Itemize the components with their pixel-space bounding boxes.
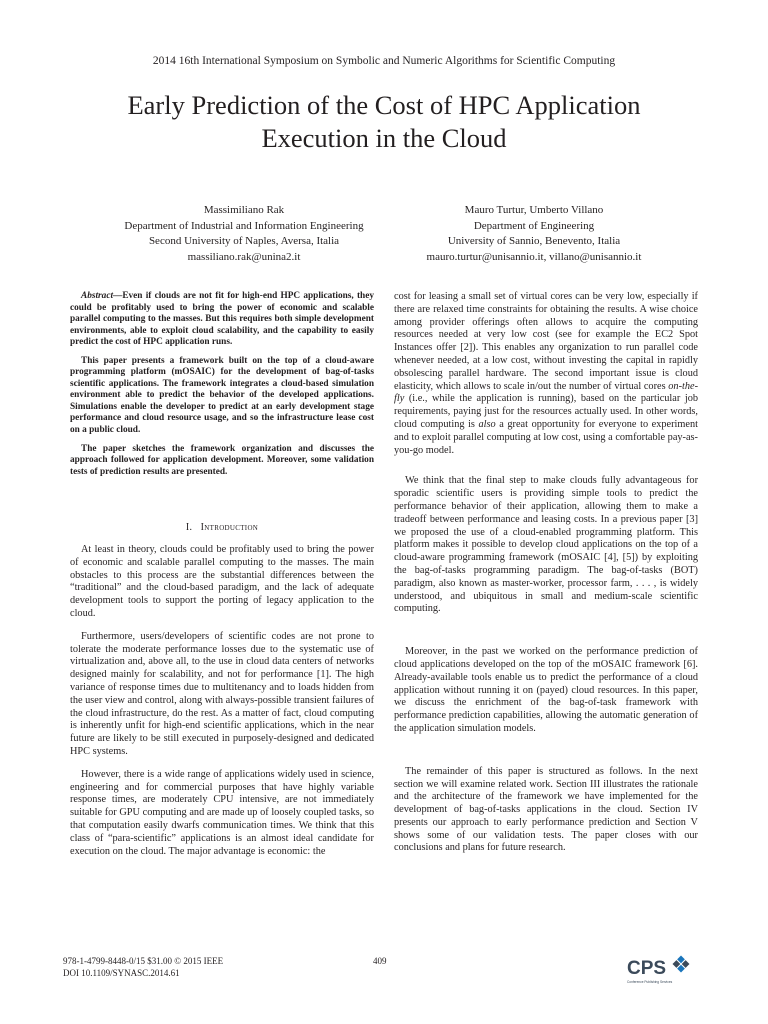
body-paragraph: Moreover, in the past we worked on the performance prediction of cloud applications developed on the top of the mOSAIC framework [6]. Already-available tools enable us to predict the performance of a cloud application without running it on (payed) cloud resources. In this paper, we discuss the enrichment of the bag-of-task framework with performance prediction capabilities, allowing the automatic generation of the application simulation models. [394, 646, 698, 734]
emphasis-text: also [478, 418, 496, 430]
body-paragraph: Furthermore, users/developers of scientific codes are not prone to tolerate the moderate performance losses due to the systematic use of virtualization and, above all, to the use in cloud data centers of networks designed mainly for scalability, and not for performance [1]. The high variance of response times due to multitenancy and to loads hidden from the user view and control, along with always-possible transient failures of the cloud infrastructure, do the rest. As a matter of fact, cloud computing is inherently unfit for high-end scientific applications, which in the near future are likely to be still executed in purposely-designed and dedicated HPC systems. [70, 630, 374, 757]
author-department: Department of Industrial and Information Engineering [124, 219, 364, 232]
author-university: University of Sannio, Benevento, Italia [447, 235, 621, 248]
footer-doi: DOI 10.1109/SYNASC.2014.61 [63, 968, 180, 978]
body-paragraph: However, there is a wide range of applications widely used in science, engineering and for commercial purposes that have highly variable response times, are moderately CPU intensive, are not immediately suitable for GPU computing and are made up of loosely coupled tasks, so that computation easily dwarfs communication times. We think that this class of “para-scientific” applications is an almost ideal candidate for execution on the cloud. The major advantage is economic: the [70, 768, 374, 857]
author-email: massiliano.rak@unina2.it [187, 250, 301, 263]
section-heading-introduction [70, 522, 374, 535]
section-number: I. [185, 522, 193, 534]
body-paragraph: The remainder of this paper is structured as follows. In the next section we will examine related work. Section III illustrates the rationale and the architecture of the framework we have implemented for the development of bag-of-tasks applications in the cloud. Section IV presents our approach to early performance prediction and Section V shows some of our validation tests. The paper closes with our conclusions and plans for future research. [394, 765, 698, 854]
right-column [394, 291, 698, 855]
text-run: a great opportunity for everyone to experiment and to exploit parallel computing at low cost, using a comfortable pay-as-you-go model. [394, 418, 698, 456]
author-university: Second University of Naples, Aversa, Italia [148, 235, 340, 248]
logo-diamond [673, 956, 690, 973]
section-title: Introduction [200, 522, 259, 534]
author-department: Department of Engineering [473, 219, 595, 232]
intro-body-right [394, 291, 698, 855]
abstract-paragraph-2: This paper presents a framework built on the top of a cloud-aware programming platform (mOSAIC) for the development of bag-of-tasks scientific applications. The framework integrates a cloud-based simulation environment able to predict the behavior of the developed applications. Simulations enable the developer to predict at an early development stage performance and cloud resource usage, and so the infrastructure lease cost on a public cloud. [70, 355, 374, 436]
emphasis-text: on-the-fly [394, 380, 698, 405]
footer-isbn: 978-1-4799-8448-0/15 $31.00 © 2015 IEEE [63, 956, 224, 966]
logo-text: CPS [627, 958, 667, 979]
body-paragraph: We think that the final step to make clouds fully advantageous for sporadic scientific users is providing simple tools to predict the performance behavior of their application, allowing them to make a tradeoff between performance and leasing costs. In a previous paper [3] we proposed the use of a cloud-enabled programming platform. This platform makes it possible to develop cloud applications on the top of a cloud-aware programming framework (mOSAIC [4], [5]) by exploiting the bag-of-tasks programming paradigm. The bag-of-tasks (BOT) paradigm, also known as master-worker, processor farm, . . . , is widely understood, and ubiquitous in small and medium-scale scientific computing. [394, 475, 698, 615]
author-block-1 [84, 203, 404, 265]
page-number: 409 [373, 956, 387, 966]
author-name: Mauro Turtur, Umberto Villano [464, 204, 604, 216]
abstract-paragraph-3: The paper sketches the framework organization and discusses the approach followed for application development. Moreover, some validation tests of prediction results are presented. [70, 443, 374, 477]
cps-logo-icon [627, 950, 693, 986]
abstract-paragraph-1 [70, 291, 374, 349]
body-paragraph: At least in theory, clouds could be profitably used to bring the power of economic and scalable parallel computing to the masses. The main obstacles to this process are the substantial differences between the “traditional” and the cloud-based paradigm, and the lack of adequate development tools to support the porting of legacy application to the cloud. [70, 544, 374, 619]
title-line-1: Early Prediction of the Cost of HPC Application [127, 90, 641, 120]
author-block-2 [374, 203, 694, 265]
footer-copyright [63, 955, 223, 979]
author-email: mauro.turtur@unisannio.it, villano@unisannio.it [426, 250, 642, 263]
paper-title [60, 89, 708, 155]
intro-body-left [70, 544, 374, 858]
abstract-text-1: —Even if clouds are not fit for high-end HPC applications, they could be profitably used to bring the power of economic and scalable parallel computing to the masses. But this requires both simple development environments, able to exploit cloud scalability, and the capability to easily predict the cost of HPC application runs. [70, 291, 374, 348]
logo-subtitle: Conference Publishing Services [627, 980, 673, 984]
title-line-2: Execution in the Cloud [261, 123, 507, 153]
left-column [70, 291, 374, 868]
abstract-label: Abstract [81, 291, 114, 301]
text-run: (i.e., while the application is running), based on the particular job requirements, paying just for the resources actually used. In other words, cloud computing is [394, 393, 698, 430]
text-run: cost for leasing a small set of virtual cores can be very low, especially if there are relaxed time constraints for obtaining the results. A wise choice among provider offerings often allows to acquire the computing resources needed at very low cost (see for example the EC2 Spot Instances offer [2]). This enables any organization to run parallel code whenever needed, at a low cost, without investing the capital in rapidly obsolescing parallel hardware. The second important issue is cloud elasticity, which allows to scale in/out the number of virtual cores [394, 291, 698, 392]
body-paragraph [394, 291, 698, 457]
abstract [70, 291, 374, 478]
conference-name: 2014 16th International Symposium on Symbolic and Numeric Algorithms for Scientific Computing [152, 55, 616, 67]
author-name: Massimiliano Rak [203, 204, 285, 216]
